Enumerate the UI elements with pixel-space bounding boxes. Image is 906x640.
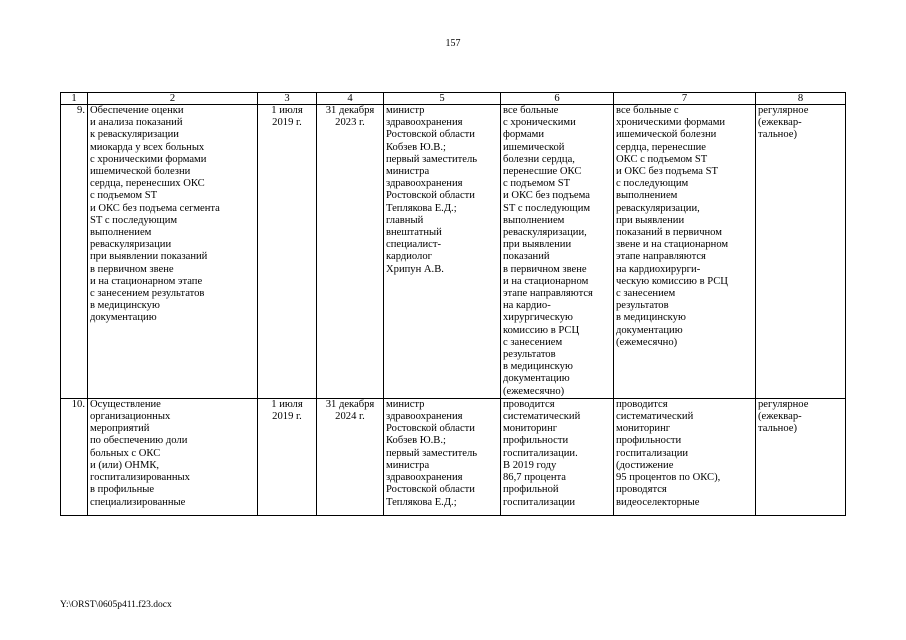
document-table (60, 92, 846, 516)
table-row (61, 105, 846, 399)
header-cell: 7 (614, 93, 756, 105)
header-cell: 4 (317, 93, 384, 105)
header-cell: 6 (501, 93, 614, 105)
start-date-cell: 1 июля 2019 г. (258, 105, 317, 399)
action-cell: Осуществление организационных мероприятий по обеспечению доли больных с ОКС и (или) ОНМК, госпитализированных в профильные специализированные (90, 398, 190, 508)
table-header-row (61, 93, 846, 105)
end-date-cell: 31 декабря 2023 г. (317, 105, 384, 399)
header-cell: 1 (61, 93, 88, 105)
page-number: 157 (445, 38, 461, 49)
responsible-cell: министр здравоохранения Ростовской области Кобзев Ю.В.; первый заместитель министра здравоохранения Ростовской области Теплякова Е.Д.; главный внештатный специалист- кардиолог Хрипун А.В. (384, 105, 501, 399)
type-cell: регулярное (ежеквар- тальное) (756, 105, 846, 399)
indicator-cell: проводится систематический мониторинг профильности госпитализации (достижение 95 процентов по ОКС), проводятся видеоселекторные (616, 398, 721, 508)
header-cell: 5 (384, 93, 501, 105)
responsible-cell: министр здравоохранения Ростовской области Кобзев Ю.В.; первый заместитель министра здравоохранения Ростовской области Теплякова Е.Д.; (386, 398, 478, 508)
indicator-cell: все больные с хроническими формами ишемической болезни сердца, перенесшие ОКС с подъемом ST и ОКС без подъема ST с последующим выполнением реваскуляризации, при выявлении показаний в первичном звене и на стационарном этапе направляются на кардиохирурги- ческую комиссию в РСЦ с занесением результатов в медицинскую документацию (ежемесячно) (614, 105, 756, 399)
end-date-cell: 31 декабря 2024 г. (325, 398, 375, 423)
table-row (61, 398, 846, 515)
result-cell: все больные с хроническими формами ишемической болезни сердца, перенесшие ОКС с подъемом ST и ОКС без подъема ST с последующим выполнением реваскуляризации, при выявлении показаний в первичном звене и на стационарном этапе направляются на кардио- хирургическую комиссию в РСЦ с занесением результатов в медицинскую документацию (ежемесячно) (501, 105, 614, 399)
action-cell: Обеспечение оценки и анализа показаний к реваскуляризации миокарда у всех больных с хроническими формами ишемической болезни сердца, перенесших ОКС с подъемом ST и ОКС без подъема сегмента ST с последующим выполнением реваскуляризации при выявлении показаний в первичном звене и на стационарном этапе с занесением результатов в медицинскую документацию (88, 105, 258, 399)
header-cell: 8 (756, 93, 846, 105)
row-number: 9. (61, 105, 88, 399)
start-date-cell: 1 июля 2019 г. (271, 398, 303, 423)
result-cell: проводится систематический мониторинг профильности госпитализации. В 2019 году 86,7 процента профильной госпитализации (503, 398, 581, 508)
row-number: 10. (71, 398, 85, 410)
header-cell: 2 (88, 93, 258, 105)
header-cell: 3 (258, 93, 317, 105)
file-path-footer: Y:\ORST\0605p411.f23.docx (60, 600, 172, 610)
type-cell: регулярное (ежеквар- тальное) (758, 398, 809, 435)
